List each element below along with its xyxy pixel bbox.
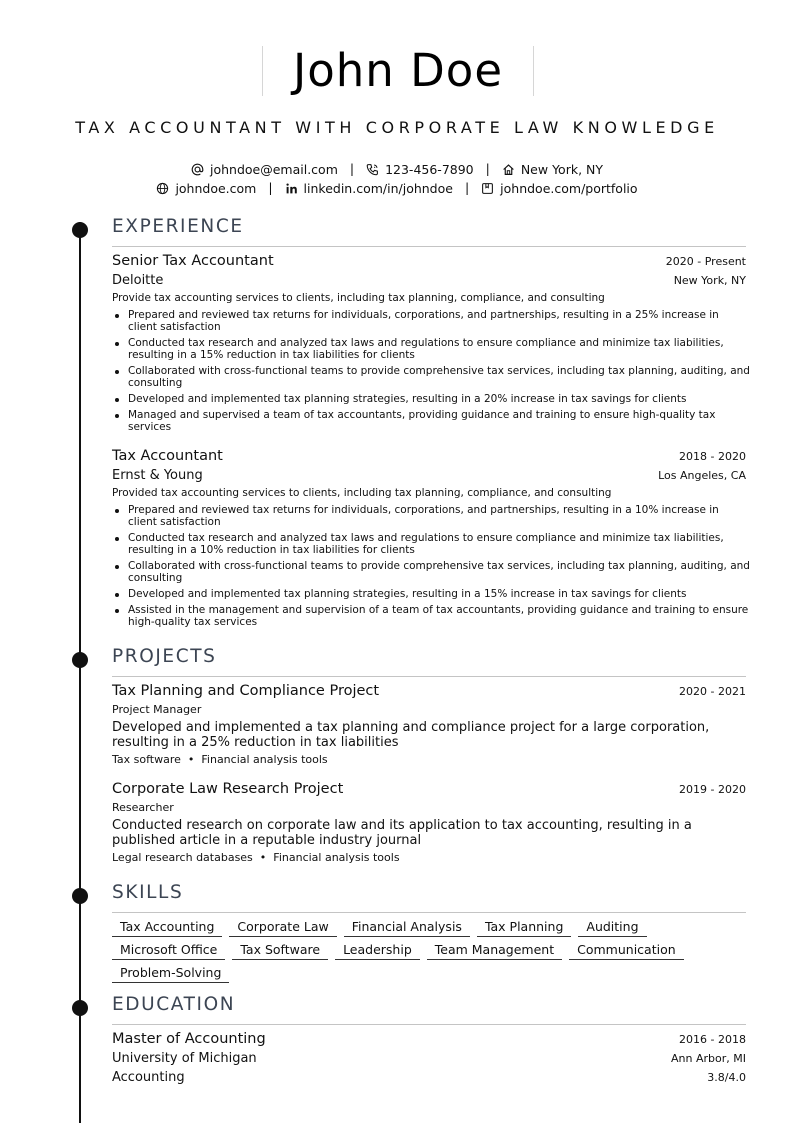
location-item [502,161,603,179]
divider [112,246,746,247]
experience-heading: EXPERIENCE [112,216,244,237]
project-header [112,683,746,699]
job-header [112,253,746,269]
divider [112,912,746,913]
education-field-row [112,1070,746,1085]
phone-item[interactable] [366,161,474,179]
timeline-dot-education [72,1000,88,1016]
skill-tag: Tax Software [232,941,328,960]
home-icon [502,163,515,176]
job-company: Ernst & Young [112,468,203,483]
globe-icon [156,182,169,195]
list-item: Prepared and reviewed tax returns for individuals, corporations, and partnerships, resulting in a 10% increase in client satisfaction [112,504,750,528]
job-summary: Provided tax accounting services to clients, including tax planning, compliance, and consulting [112,487,612,499]
project-role: Researcher [112,801,174,814]
keyword-bullet: • [187,753,195,766]
contact-line-2 [0,179,794,198]
project-name: Tax Planning and Compliance Project [112,683,380,699]
list-item: Prepared and reviewed tax returns for individuals, corporations, and partnerships, resulting in a 25% increase in client satisfaction [112,309,750,333]
separator: | [464,180,470,195]
skill-tag: Team Management [427,941,562,960]
project-keywords [112,753,328,766]
education-dates: 2016 - 2018 [679,1033,746,1046]
skill-tag: Leadership [335,941,420,960]
job-title: Senior Tax Accountant [112,253,274,269]
timeline-line [79,222,81,1123]
list-item: Developed and implemented tax planning strategies, resulting in a 20% increase in tax savings for clients [112,393,750,405]
portfolio-icon [481,182,494,195]
degree: Master of Accounting [112,1031,266,1047]
job-dates: 2020 - Present [665,255,746,268]
job-company: Deloitte [112,273,164,288]
list-item: Collaborated with cross-functional teams to provide comprehensive tax services, including tax planning, auditing, and consulting [112,560,750,584]
email-text: johndoe@email.com [210,161,338,177]
name-frame [262,46,534,96]
skill-tag: Microsoft Office [112,941,225,960]
list-item: Conducted tax research and analyzed tax laws and regulations to ensure compliance and minimize tax liabilities, resulting in a 15% reduction in tax liabilities for clients [112,337,750,361]
linkedin-text: linkedin.com/in/johndoe [303,180,453,196]
job-dates: 2018 - 2020 [679,450,746,463]
keyword: Financial analysis tools [201,753,328,766]
project-description: Developed and implemented a tax planning and compliance project for a large corporation, resulting in a 25% reduction in tax liabilities [112,720,710,750]
skills-list [112,918,752,987]
website-text: johndoe.com [175,180,257,196]
keyword: Financial analysis tools [273,851,400,864]
skill-tag: Tax Accounting [112,918,222,937]
skill-tag: Corporate Law [229,918,336,937]
project-description: Conducted research on corporate law and its application to tax accounting, resulting in a published article in a reputable industry journal [112,818,692,848]
skill-tag: Auditing [578,918,646,937]
keyword: Legal research databases [112,851,253,864]
timeline-dot-skills [72,888,88,904]
divider [112,1024,746,1025]
candidate-name: John Doe [292,44,504,97]
job-title: Tax Accountant [112,448,223,464]
list-item: Assisted in the management and supervision of a team of tax accountants, providing guidance and training to ensure high-quality tax services [112,604,750,628]
job-highlights [112,309,750,437]
linkedin-item[interactable] [285,180,453,198]
project-name: Corporate Law Research Project [112,781,344,797]
job-location: Los Angeles, CA [658,469,746,482]
project-dates: 2020 - 2021 [679,685,746,698]
timeline-dot-experience [72,222,88,238]
field-of-study: Accounting [112,1070,185,1085]
location-text: New York, NY [520,161,603,177]
divider [112,676,746,677]
job-header [112,448,746,464]
timeline-dot-projects [72,652,88,668]
phone-text: 123-456-7890 [385,161,474,177]
keyword-bullet: • [259,851,267,864]
portfolio-item[interactable] [481,180,637,198]
skill-tag: Financial Analysis [344,918,470,937]
list-item: Managed and supervised a team of tax accountants, providing guidance and training to ensure high-quality tax services [112,409,750,433]
job-summary: Provide tax accounting services to clients, including tax planning, compliance, and consulting [112,292,605,304]
list-item: Conducted tax research and analyzed tax laws and regulations to ensure compliance and minimize tax liabilities, resulting in a 10% reduction in tax liabilities for clients [112,532,750,556]
separator: | [485,161,490,176]
gpa: 3.8/4.0 [707,1071,746,1084]
email-item[interactable] [191,161,338,179]
linkedin-icon [285,182,298,195]
education-location: Ann Arbor, MI [671,1052,746,1065]
projects-heading: PROJECTS [112,646,217,667]
list-item: Collaborated with cross-functional teams to provide comprehensive tax services, including tax planning, auditing, and consulting [112,365,750,389]
separator: | [349,161,355,176]
job-location: New York, NY [673,274,746,287]
at-icon [191,163,204,176]
website-item[interactable] [156,180,256,198]
job-company-row [112,273,746,288]
list-item: Developed and implemented tax planning strategies, resulting in a 15% increase in tax savings for clients [112,588,750,600]
education-heading: EDUCATION [112,994,236,1015]
skill-tag: Communication [569,941,684,960]
job-company-row [112,468,746,483]
skill-tag: Tax Planning [477,918,571,937]
project-header [112,781,746,797]
keyword: Tax software [112,753,181,766]
skill-tag: Problem-Solving [112,964,229,983]
project-dates: 2019 - 2020 [679,783,746,796]
separator: | [268,180,273,195]
project-role: Project Manager [112,703,202,716]
contact-line-1 [0,160,794,179]
job-highlights [112,504,750,632]
phone-icon [366,163,379,176]
school: University of Michigan [112,1051,257,1066]
skills-heading: SKILLS [112,882,184,903]
headline: TAX ACCOUNTANT WITH CORPORATE LAW KNOWLEDGE [75,118,719,137]
portfolio-text: johndoe.com/portfolio [500,180,638,196]
project-keywords [112,851,400,864]
education-header [112,1031,746,1047]
education-school-row [112,1051,746,1066]
